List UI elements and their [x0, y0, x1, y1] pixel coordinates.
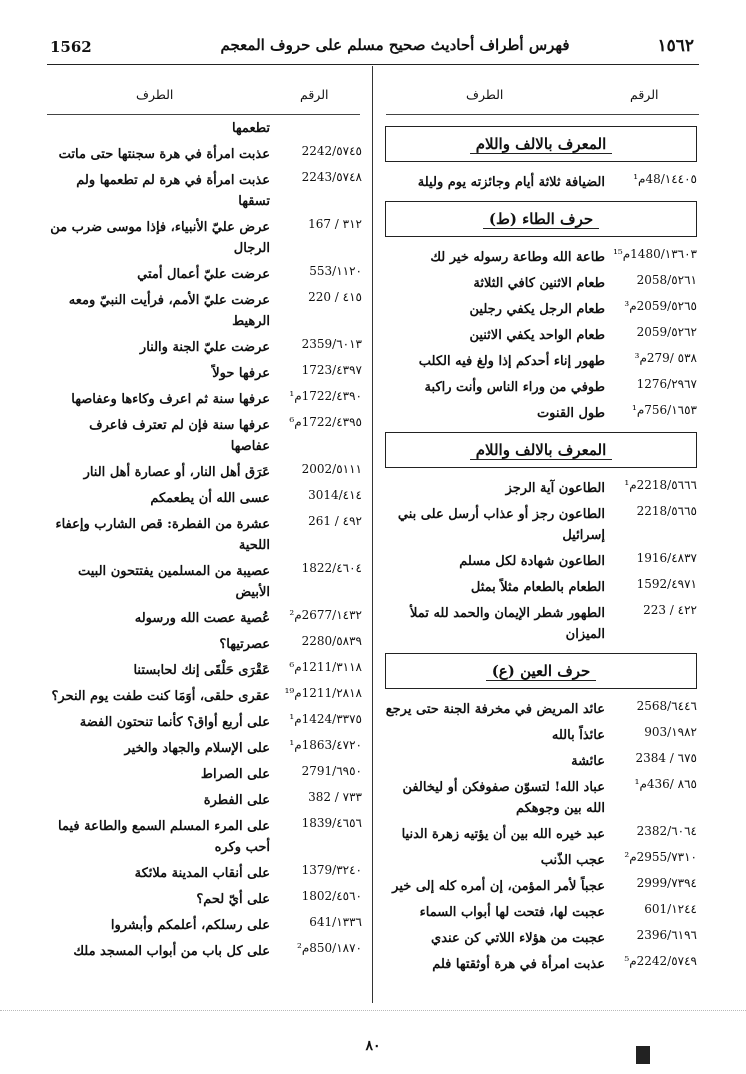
hadith-incipit: عُصية عصت الله ورسوله: [134, 611, 270, 626]
section-heading-box: [385, 653, 697, 689]
hadith-incipit: عائد المريض في مخرفة الجنة حتى يرجع: [385, 702, 605, 717]
left-column-number-header: الرقم: [300, 87, 329, 102]
hadith-number: ١١٢٠/553: [309, 264, 362, 278]
hadith-incipit: طعام الواحد يكفي الاثنين: [469, 328, 605, 343]
hadith-number: ٨٦٥ /436م¹: [634, 777, 697, 791]
hadith-number: ١٨٧٠/850م²: [297, 941, 362, 955]
hadith-number: ٤٣٩٧/1723: [301, 363, 362, 377]
index-entry: [50, 170, 362, 212]
hadith-number: ٤٩٧١/1592: [636, 577, 697, 591]
column-divider: [372, 66, 373, 1003]
index-entry: [50, 790, 362, 811]
right-column-tarf-header: الطرف: [466, 87, 504, 102]
hadith-incipit: طوفي من وراء الناس وأنت راكبة: [424, 380, 605, 395]
index-entry: [385, 928, 697, 949]
index-entry: [385, 876, 697, 897]
hadith-number: ٥٢٦٥/2059م³: [624, 299, 697, 313]
left-column-tarf-header: الطرف: [136, 87, 174, 102]
hadith-incipit: على أيّ لحم؟: [196, 892, 270, 907]
hadith-number: ٤٣٩٥/1722م⁶: [289, 415, 362, 429]
hadith-number: ٥٧٤٩/2242م⁵: [624, 954, 697, 968]
hadith-incipit: عجبت لها، فتحت لها أبواب السماء: [419, 905, 605, 920]
hadith-number: ٤٣٩٠/1722م¹: [289, 389, 362, 403]
index-entry: [385, 751, 697, 772]
hadith-incipit: عائذاً بالله: [551, 728, 605, 743]
hadith-number: ٧٣٩٤/2999: [636, 876, 697, 890]
index-entry: [385, 954, 697, 975]
hadith-incipit: طاعة الله وطاعة رسوله خير لك: [430, 250, 605, 265]
index-entry: [50, 363, 362, 384]
hadith-incipit: عبد خيره الله بين أن يؤتيه زهرة الدنيا: [401, 827, 605, 842]
hadith-incipit: عرض عليّ الأنبياء، فإذا موسى ضرب من الرجال: [50, 220, 270, 256]
section-heading: حرف العين (ع): [486, 662, 597, 681]
hadith-incipit: الطعام بالطعام مثلاً بمثل: [470, 580, 605, 595]
hadith-incipit: عرفها حولاً: [212, 366, 270, 381]
hadith-number: ٤١٥ / 220: [308, 290, 362, 304]
index-entry: [50, 915, 362, 936]
hadith-number: ٤٧٢٠/1863م¹: [289, 738, 362, 752]
hadith-incipit: عرضت عليّ أعمال أمتي: [137, 267, 270, 282]
hadith-incipit: عَقْرَى حَلْقَى إنك لحابستنا: [133, 663, 270, 678]
hadith-incipit: عرفها سنة ثم اعرف وكاءها وعفاصها: [71, 392, 270, 407]
page-number-arabic: ١٥٦٢: [657, 36, 694, 56]
page-header: [0, 36, 746, 62]
index-entry: [50, 816, 362, 858]
index-entry: [385, 577, 697, 598]
index-entry: [50, 462, 362, 483]
hadith-incipit: على أربع أواق؟ كأنما تنحتون الفضة: [79, 715, 270, 730]
hadith-number: ٥٢٦٢/2059: [636, 325, 697, 339]
index-entry: [385, 777, 697, 819]
index-entry: [385, 299, 697, 320]
index-entry: [385, 478, 697, 499]
hadith-incipit: على أنقاب المدينة ملائكة: [134, 866, 270, 881]
index-entry: [385, 725, 697, 746]
index-entry: [50, 660, 362, 681]
index-entry: [50, 337, 362, 358]
hadith-number: ٧٣٣ / 382: [308, 790, 362, 804]
page-footer-number: ٨٠: [365, 1038, 381, 1054]
hadith-incipit: الطهور شطر الإيمان والحمد لله تملأ الميزان: [410, 606, 605, 642]
hadith-number: ٣٢٤٠/1379: [301, 863, 362, 877]
index-entry: [50, 608, 362, 629]
corner-mark: [636, 1046, 650, 1064]
hadith-number: ١٣٦٠٣/1480م¹⁵: [613, 247, 697, 261]
index-entry: [50, 561, 362, 603]
right-column-header-rule: [386, 114, 699, 115]
index-entry: [50, 686, 362, 707]
hadith-number: ١٤٣٢/2677م²: [289, 608, 362, 622]
section-heading: المعرف بالالف واللام: [470, 135, 613, 154]
index-entry: [50, 941, 362, 962]
index-entry: [385, 403, 697, 424]
index-entry: [50, 488, 362, 509]
hadith-number: ٥٨٣٩/2280: [301, 634, 362, 648]
hadith-number: ٣١١٨/1211م⁶: [289, 660, 362, 674]
index-entry: [50, 118, 362, 139]
index-entry: [50, 863, 362, 884]
hadith-incipit: على المرء المسلم السمع والطاعة فيما أحب وكره: [58, 819, 270, 855]
hadith-incipit: على رسلكم، أعلمكم وأبشروا: [110, 918, 270, 933]
hadith-number: ٦٠١٣/2359: [301, 337, 362, 351]
hadith-incipit: على الصراط: [200, 767, 270, 782]
hadith-incipit: الضيافة ثلاثة أيام وجائزته يوم وليلة: [417, 175, 605, 190]
index-entry: [50, 264, 362, 285]
left-column: [50, 118, 362, 967]
bottom-dotted-rule: [0, 1010, 746, 1012]
index-entry: [50, 889, 362, 910]
hadith-number: ٦٠٦٤/2382: [636, 824, 697, 838]
hadith-incipit: عشرة من الفطرة: قص الشارب وإعفاء اللحية: [55, 517, 270, 553]
hadith-incipit: عَرَق أهل النار، أو عصارة أهل النار: [83, 465, 270, 480]
hadith-incipit: عصرتيها؟: [219, 637, 270, 652]
hadith-incipit: عصيبة من المسلمين يفتتحون البيت الأبيض: [77, 564, 270, 600]
hadith-incipit: على الإسلام والجهاد والخير: [124, 741, 270, 756]
hadith-incipit: طهور إناء أحدكم إذا ولغ فيه الكلب: [418, 354, 605, 369]
index-entry: [50, 290, 362, 332]
hadith-incipit: عقرى حلقى، أوَمَا كنت طفت يوم النحر؟: [51, 689, 270, 704]
hadith-number: ٢٨١٨/1211م¹⁹: [284, 686, 362, 700]
hadith-incipit: عسى الله أن يطعمكم: [150, 491, 270, 506]
index-entry: [385, 377, 697, 398]
index-entry: [385, 172, 697, 193]
hadith-number: ٦١٩٦/2396: [636, 928, 697, 942]
hadith-number: ٥٣٨ /279م³: [634, 351, 697, 365]
hadith-number: ١٦٥٣/756م¹: [632, 403, 697, 417]
hadith-incipit: عجبت من هؤلاء اللاتي كن عندي: [431, 931, 605, 946]
section-heading: المعرف بالالف واللام: [470, 441, 613, 460]
index-entry: [385, 325, 697, 346]
hadith-number: ٦٩٥٠/2791: [301, 764, 362, 778]
hadith-number: ٢٩٦٧/1276: [636, 377, 697, 391]
index-entry: [50, 217, 362, 259]
index-entry: [50, 738, 362, 759]
hadith-number: ٥٦٦٥/2218: [636, 504, 697, 518]
hadith-number: ٣١٢ / 167: [308, 217, 362, 231]
index-entry: [385, 902, 697, 923]
hadith-number: ٥٧٤٨/2243: [301, 170, 362, 184]
hadith-number: ٤٩٢ / 261: [308, 514, 362, 528]
hadith-incipit: عجباً لأمر المؤمن، إن أمره كله إلى خير: [392, 879, 605, 894]
hadith-number: ٥٦٦٦/2218م¹: [624, 478, 697, 492]
running-title: فهرس أطراف أحاديث صحيح مسلم على حروف المعجم: [220, 36, 570, 54]
hadith-incipit: عرفها سنة فإن لم تعترف فاعرف عفاصها: [89, 418, 270, 454]
right-column-number-header: الرقم: [630, 87, 659, 102]
hadith-incipit: عائشة: [571, 754, 605, 769]
hadith-number: ٥٢٦١/2058: [636, 273, 697, 287]
index-entry: [385, 824, 697, 845]
hadith-number: ٤٦٠٤/1822: [301, 561, 362, 575]
index-entry: [50, 764, 362, 785]
hadith-number: ١٤٤٠٥/48م¹: [633, 172, 697, 186]
index-entry: [385, 273, 697, 294]
hadith-number: [270, 118, 362, 139]
hadith-incipit: طول القنوت: [536, 406, 605, 421]
index-entry: [50, 634, 362, 655]
hadith-number: ٦٤٤٦/2568: [636, 699, 697, 713]
hadith-number: ٤١٤/3014: [308, 488, 362, 502]
header-rule: [47, 64, 699, 65]
hadith-number: ٤٥٦٠/1802: [301, 889, 362, 903]
index-entry: [385, 247, 697, 268]
index-entry: [50, 144, 362, 165]
hadith-number: ٥٧٤٥/2242: [301, 144, 362, 158]
hadith-number: ١٩٨٢/903: [644, 725, 697, 739]
index-entry: [385, 351, 697, 372]
hadith-number: ٤٨٣٧/1916: [636, 551, 697, 565]
hadith-incipit: عذبت امرأة في هرة سجنتها حتى ماتت: [58, 147, 270, 162]
section-heading: حرف الطاء (ط): [483, 210, 599, 229]
hadith-incipit: عذبت امرأة في هرة لم تطعمها ولم تسقها: [76, 173, 270, 209]
index-entry: [50, 514, 362, 556]
hadith-number: ١٢٤٤/601: [644, 902, 697, 916]
hadith-incipit: طعام الاثنين كافي الثلاثة: [473, 276, 605, 291]
index-entry: [385, 504, 697, 546]
hadith-incipit: على الفطرة: [203, 793, 270, 808]
hadith-incipit: الطاعون رجز أو عذاب أرسل على بني إسرائيل: [397, 507, 605, 543]
hadith-number: ٤٦٥٦/1839: [301, 816, 362, 830]
hadith-incipit: طعام الرجل يكفي رجلين: [469, 302, 605, 317]
index-entry: [50, 415, 362, 457]
index-entry: [50, 712, 362, 733]
hadith-number: ١٣٣٦/641: [309, 915, 362, 929]
hadith-number: ٤٢٢ / 223: [643, 603, 697, 617]
hadith-incipit: الطاعون شهادة لكل مسلم: [459, 554, 605, 569]
hadith-incipit: تطعمها: [231, 121, 270, 136]
section-heading-box: [385, 126, 697, 162]
hadith-incipit: عرضت عليّ الجنة والنار: [139, 340, 270, 355]
page-number-latin: 1562: [50, 38, 92, 56]
right-column: [385, 118, 697, 980]
hadith-incipit: عرضت عليّ الأمم، فرأيت النبيّ ومعه الرهيط: [68, 293, 270, 329]
index-entry: [50, 389, 362, 410]
index-entry: [385, 603, 697, 645]
hadith-incipit: على كل باب من أبواب المسجد ملك: [73, 944, 270, 959]
index-entry: [385, 850, 697, 871]
left-column-header-rule: [47, 114, 360, 115]
hadith-incipit: عباد الله! لتسوّن صفوفكن أو ليخالفن الله بين وجوهكم: [402, 780, 605, 816]
hadith-incipit: عذبت امرأة في هرة أوثقتها فلم: [432, 957, 605, 972]
hadith-incipit: عجب الذّنب: [540, 853, 605, 868]
hadith-number: ٧٣١٠/2955م²: [624, 850, 697, 864]
index-entry: [385, 551, 697, 572]
section-heading-box: [385, 432, 697, 468]
hadith-number: ٥١١١/2002: [301, 462, 362, 476]
hadith-incipit: الطاعون آية الرجز: [505, 481, 605, 496]
section-heading-box: [385, 201, 697, 237]
hadith-number: ٣٣٧٥/1424م¹: [289, 712, 362, 726]
hadith-number: ٦٧٥ / 2384: [635, 751, 697, 765]
index-entry: [385, 699, 697, 720]
